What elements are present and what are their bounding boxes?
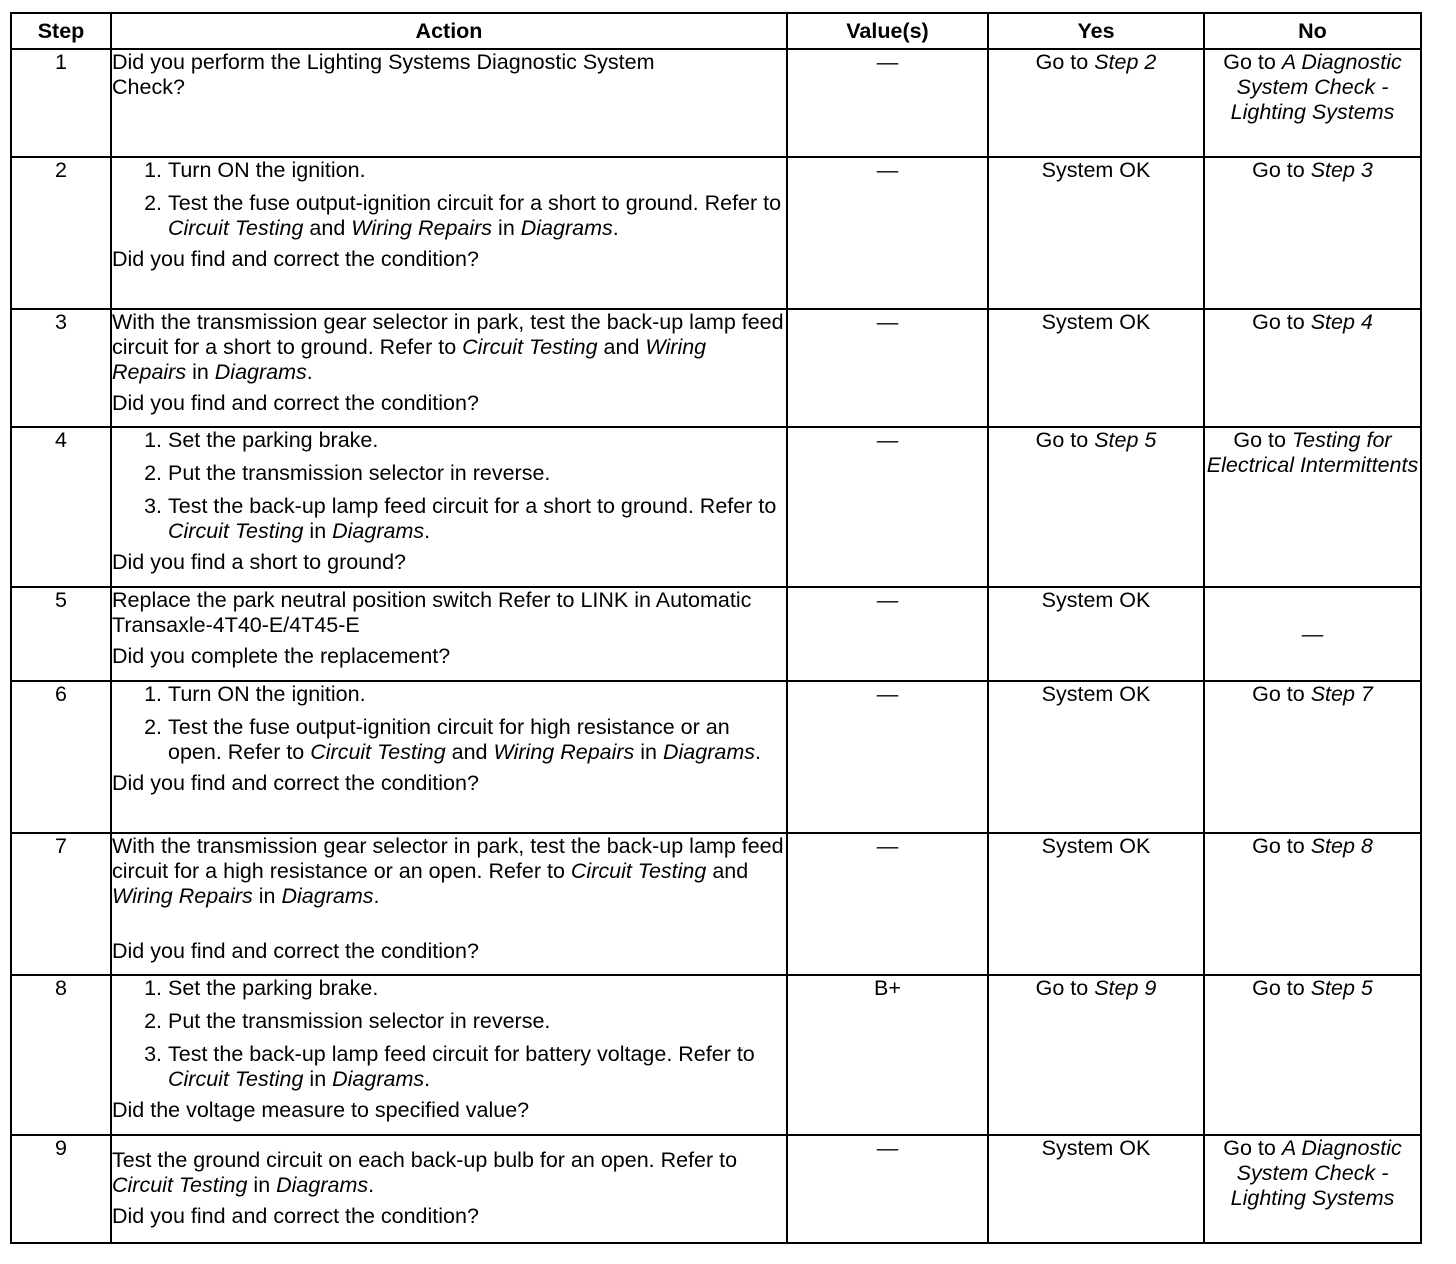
yes-cell: System OK	[988, 309, 1204, 427]
action-list-item: 2. Put the transmission selector in reverse.	[168, 1009, 786, 1034]
action-question: Did you find and correct the condition?	[112, 771, 479, 795]
table-row	[11, 975, 1421, 1135]
action-question: Did you find and correct the condition?	[112, 1204, 479, 1228]
yes-cell: System OK	[988, 681, 1204, 833]
yes-cell	[988, 427, 1204, 587]
table-row	[11, 587, 1421, 681]
no-cell	[1204, 975, 1421, 1135]
action-text: With the transmission gear selector in park, test the back-up lamp feed circuit for a short to ground. Refer to Circuit Testing and Wiring Repairs in Diagrams.	[112, 310, 784, 384]
yes-cell: System OK	[988, 157, 1204, 309]
action-question: Did you find a short to ground?	[112, 550, 407, 574]
no-link[interactable]: Step 7	[1310, 682, 1373, 706]
yes-link[interactable]: Step 2	[1094, 50, 1157, 74]
action-question: Did the voltage measure to specified value?	[112, 1098, 530, 1122]
action-text: Replace the park neutral position switch Refer to LINK in Automatic Transaxle-4T40-E/4T45-E	[112, 588, 752, 637]
header-yes: Yes	[988, 13, 1204, 49]
action-list-item: 3. Test the back-up lamp feed circuit for a short to ground. Refer to Circuit Testing in Diagrams.	[168, 494, 786, 544]
header-row	[11, 13, 1421, 49]
table-row	[11, 833, 1421, 975]
action-list-item: 2. Test the fuse output-ignition circuit for high resistance or an open. Refer to Circuit Testing and Wiring Repairs in Diagrams.	[168, 715, 786, 765]
action-question: Did you find and correct the condition?	[112, 391, 479, 415]
no-text: Go to	[1252, 682, 1311, 706]
no-text: Go to	[1223, 1136, 1282, 1160]
no-link[interactable]: A Diagnostic System Check - Lighting Systems	[1230, 50, 1402, 124]
action-question: Did you complete the replacement?	[112, 644, 451, 668]
action-list	[112, 428, 786, 544]
yes-link[interactable]: Step 9	[1094, 976, 1157, 1000]
header-action: Action	[111, 13, 787, 49]
step-number: 5	[11, 587, 111, 681]
yes-cell	[988, 49, 1204, 157]
step-number: 2	[11, 157, 111, 309]
no-cell	[1204, 1135, 1421, 1243]
action-list-item: 1. Set the parking brake.	[168, 428, 786, 453]
header-no: No	[1204, 13, 1421, 49]
action-list-item: 3. Test the back-up lamp feed circuit for battery voltage. Refer to Circuit Testing in Diagrams.	[168, 1042, 786, 1092]
action-cell	[111, 833, 787, 975]
action-list-item: 2. Test the fuse output-ignition circuit for a short to ground. Refer to Circuit Testing and Wiring Repairs in Diagrams.	[168, 191, 786, 241]
no-cell	[1204, 309, 1421, 427]
yes-cell	[988, 975, 1204, 1135]
action-list-item: 2. Put the transmission selector in reverse.	[168, 461, 786, 486]
table-row	[11, 309, 1421, 427]
action-cell	[111, 681, 787, 833]
table-row	[11, 427, 1421, 587]
table-row	[11, 49, 1421, 157]
action-list-item: 1. Set the parking brake.	[168, 976, 786, 1001]
action-list-item: 1. Turn ON the ignition.	[168, 682, 786, 707]
no-cell: —	[1204, 587, 1421, 681]
step-number: 9	[11, 1135, 111, 1243]
action-cell	[111, 309, 787, 427]
step-number: 8	[11, 975, 111, 1135]
step-number: 7	[11, 833, 111, 975]
step-number: 6	[11, 681, 111, 833]
action-list	[112, 976, 786, 1092]
table-row	[11, 157, 1421, 309]
no-text: Go to	[1252, 310, 1311, 334]
action-text: Test the ground circuit on each back-up bulb for an open. Refer to Circuit Testing in Diagrams.	[112, 1148, 738, 1197]
no-text: Go to	[1223, 50, 1282, 74]
no-link[interactable]: Step 3	[1310, 158, 1373, 182]
action-question: Did you find and correct the condition?	[112, 939, 479, 963]
action-cell	[111, 49, 787, 157]
header-values: Value(s)	[787, 13, 988, 49]
action-cell	[111, 587, 787, 681]
yes-cell: System OK	[988, 587, 1204, 681]
value-cell: —	[787, 833, 988, 975]
action-cell	[111, 427, 787, 587]
action-text: With the transmission gear selector in park, test the back-up lamp feed circuit for a high resistance or an open. Refer to Circuit Testing and Wiring Repairs in Diagrams.	[112, 834, 784, 908]
yes-text: Go to	[1035, 428, 1095, 452]
yes-text: Go to	[1035, 50, 1095, 74]
no-link[interactable]: Step 5	[1310, 976, 1373, 1000]
value-cell: —	[787, 1135, 988, 1243]
yes-cell: System OK	[988, 833, 1204, 975]
step-number: 4	[11, 427, 111, 587]
value-cell: —	[787, 49, 988, 157]
action-cell	[111, 975, 787, 1135]
no-link[interactable]: Step 8	[1310, 834, 1373, 858]
no-text: Go to	[1233, 428, 1292, 452]
value-cell: —	[787, 587, 988, 681]
value-cell: B+	[787, 975, 988, 1135]
value-cell: —	[787, 157, 988, 309]
action-question: Did you find and correct the condition?	[112, 247, 479, 271]
action-list-item: 1. Turn ON the ignition.	[168, 158, 786, 183]
action-cell	[111, 1135, 787, 1243]
no-cell	[1204, 833, 1421, 975]
diagnostic-table-container	[10, 12, 1422, 1244]
table-row	[11, 681, 1421, 833]
no-text: Go to	[1252, 976, 1311, 1000]
no-text: Go to	[1252, 158, 1311, 182]
action-list	[112, 682, 786, 765]
diagnostic-table	[10, 12, 1422, 1244]
no-cell	[1204, 427, 1421, 587]
action-list	[112, 158, 786, 241]
no-link[interactable]: Testing for Electrical Intermittents	[1206, 428, 1419, 477]
no-cell	[1204, 681, 1421, 833]
no-cell	[1204, 49, 1421, 157]
value-cell: —	[787, 309, 988, 427]
action-cell	[111, 157, 787, 309]
no-text: Go to	[1252, 834, 1311, 858]
no-link[interactable]: Step 4	[1310, 310, 1373, 334]
value-cell: —	[787, 681, 988, 833]
table-row	[11, 1135, 1421, 1243]
header-step: Step	[11, 13, 111, 49]
value-cell: —	[787, 427, 988, 587]
yes-cell: System OK	[988, 1135, 1204, 1243]
action-text: Did you perform the Lighting Systems Diagnostic System Check?	[112, 50, 655, 99]
step-number: 1	[11, 49, 111, 157]
step-number: 3	[11, 309, 111, 427]
yes-text: Go to	[1035, 976, 1095, 1000]
yes-link[interactable]: Step 5	[1094, 428, 1157, 452]
no-link[interactable]: A Diagnostic System Check - Lighting Systems	[1230, 1136, 1402, 1210]
no-cell	[1204, 157, 1421, 309]
